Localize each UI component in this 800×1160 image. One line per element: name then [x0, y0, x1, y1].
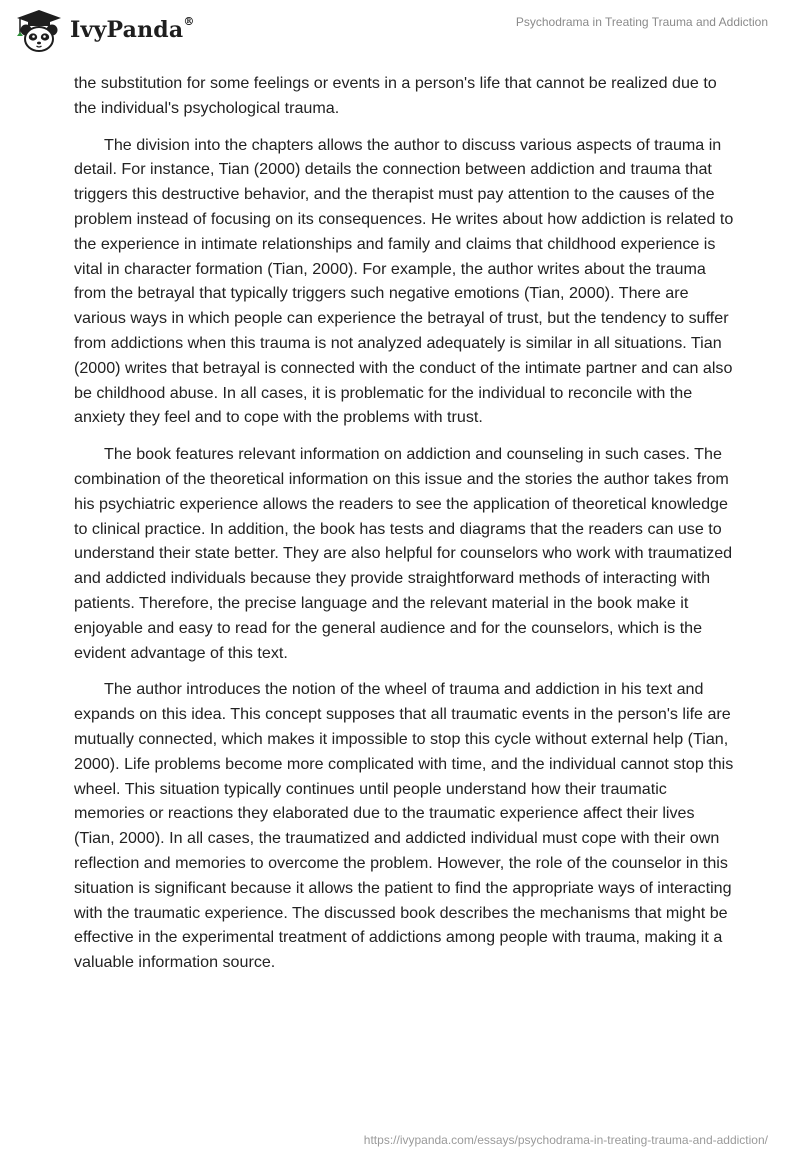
- paragraph: The author introduces the notion of the wheel of trauma and addiction in his text and expands on this idea. This concept supposes that all traumatic events in the person's life are mutually connected, which makes it impossible to stop this cycle without external help (Tian, 2000). Life problems become more complicated with time, and the individual cannot stop this wheel. This situation typically continues until people understand how their traumatic memories or reactions they elaborated due to the traumatic experience affect their lives (Tian, 2000). In all cases, the traumatized and addicted individual must cope with their own reflection and memories to overcome the problem. However, the role of the counselor in this situation is significant because it allows the patient to find the appropriate ways of interacting with the traumatic experience. The discussed book describes the mechanisms that might be effective in the experimental treatment of addictions among people with trauma, making it a valuable information source.: [74, 680, 734, 972]
- panda-graduation-icon: [14, 8, 64, 52]
- page-header: [0, 0, 800, 60]
- document-title: Psychodrama in Treating Trauma and Addiction: [515, 15, 768, 29]
- paragraph: The book features relevant information on addiction and counseling in such cases. The combination of the theoretical information on this issue and the stories the author takes from his psychiatric experience allows the readers to see the application of theoretical knowledge to clinical practice. In addition, the book has tests and diagrams that the readers can use to understand their state better. They are also helpful for counselors who work with traumatized and addicted individuals because they provide straightforward methods of interacting with patients. Therefore, the precise language and the relevant material in the book make it enjoyable and easy to read for the general audience and for the counselors, which is the evident advantage of this text.: [74, 445, 733, 662]
- brand-name: IvyPanda®: [70, 15, 195, 43]
- essay-body: [74, 71, 734, 987]
- ivypanda-logo[interactable]: [14, 8, 195, 52]
- paragraph-continuation: the substitution for some feelings or events in a person's life that cannot be realized due to the individual's psychological trauma.: [74, 74, 717, 117]
- source-url[interactable]: https://ivypanda.com/essays/psychodrama-in-treating-trauma-and-addiction/: [363, 1133, 768, 1147]
- paragraph: The division into the chapters allows the author to discuss various aspects of trauma in detail. For instance, Tian (2000) details the connection between addiction and trauma that triggers this destructive behavior, and the therapist must pay attention to the causes of the problem instead of focusing on its consequences. He writes about how addiction is related to the experience in intimate relationships and family and claims that childhood experience is vital in character formation (Tian, 2000). For example, the author writes about the trauma from the betrayal that typically triggers such negative emotions (Tian, 2000). There are various ways in which people can experience the betrayal of trust, but the tendency to suffer from addictions when this trauma is not analyzed adequately is similar in all situations. Tian (2000) writes that betrayal is connected with the conduct of the intimate partner and can also be childhood abuse. In all cases, it is problematic for the individual to reconcile with the anxiety they feel and to cope with the problems with trust.: [74, 135, 734, 427]
- registered-mark: ®: [183, 15, 195, 28]
